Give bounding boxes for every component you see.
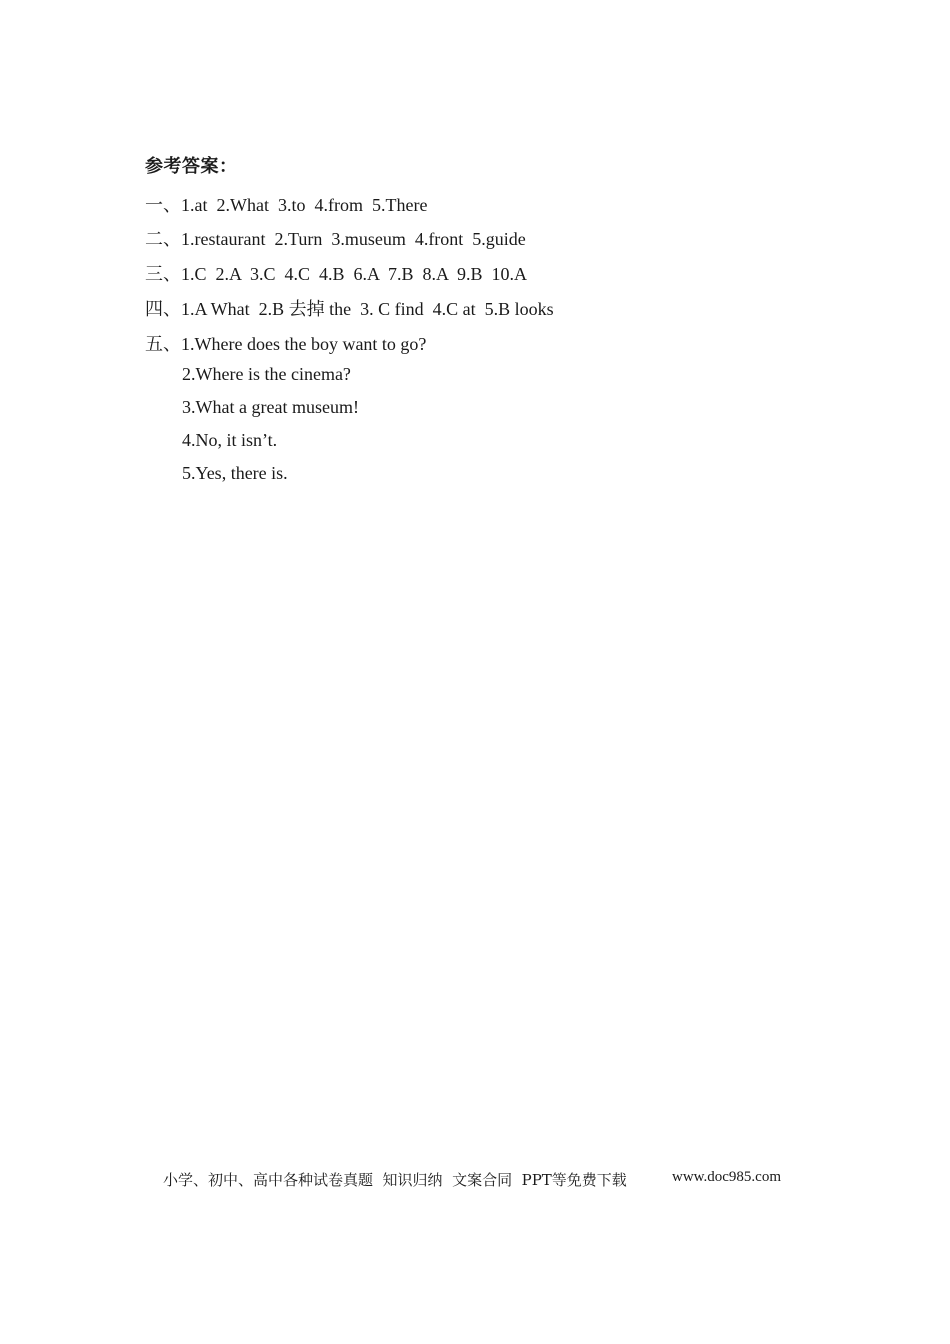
footer-url[interactable]: www.doc985.com (672, 1169, 782, 1185)
answer-line-4: 四、1.A What 2.B 去掉 the 3. C find 4.C at 5.B looks (145, 299, 554, 319)
answer-5-item-4: 4.No, it isn’t. (182, 430, 278, 450)
answer-line-3: 三、1.C 2.A 3.C 4.C 4.B 6.A 7.B 8.A 9.B 10.A (145, 264, 528, 284)
answer-5-item-5: 5.Yes, there is. (182, 463, 288, 483)
answer-key-heading: 参考答案： (145, 156, 238, 177)
answer-line-2: 二、1.restaurant 2.Turn 3.museum 4.front 5.guide (145, 229, 526, 249)
answer-5-item-2: 2.Where is the cinema? (182, 364, 351, 384)
answer-line-5: 五、1.Where does the boy want to go? (145, 334, 427, 354)
answer-line-1: 一、1.at 2.What 3.to 4.from 5.There (145, 195, 428, 215)
footer-text: 小学、初中、高中各种试卷真题 知识归纳 文案合同 PPT等免费下载 (163, 1171, 627, 1189)
answer-5-item-3: 3.What a great museum! (182, 397, 359, 417)
